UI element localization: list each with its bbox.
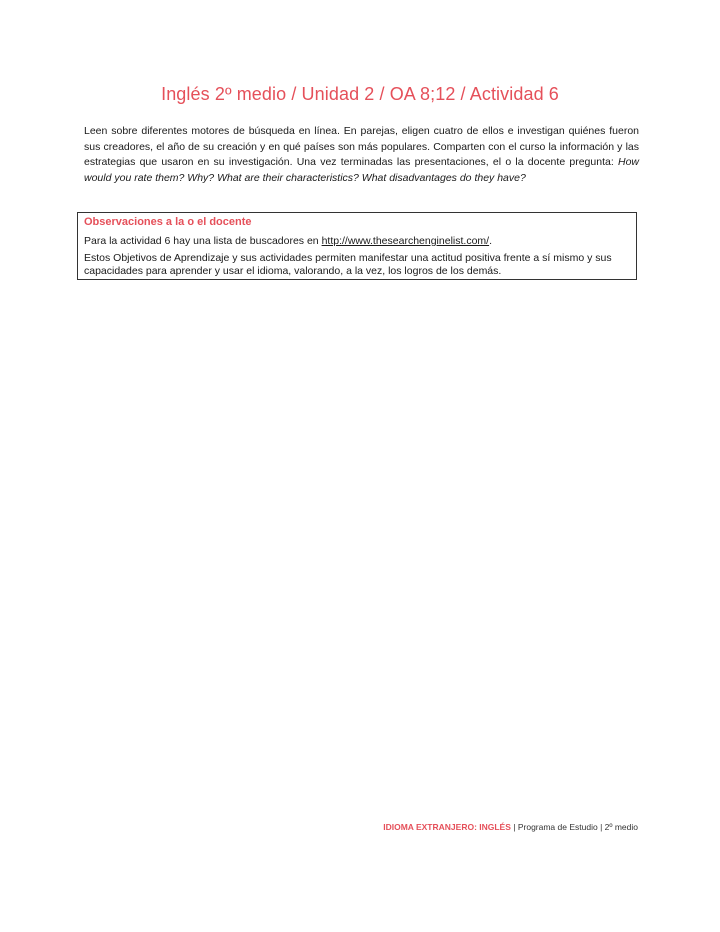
activity-text: Leen sobre diferentes motores de búsqueda en línea. En parejas, eligen cuatro de ellos e investigan quiénes fueron sus creadores, el año de su creación y en qué países son más populares. Comparten con el curso la información y las estrategias que usaron en su investigación. Una vez terminadas las presentaciones, el o la docente pregunta: — [84, 125, 639, 168]
search-engine-list-link[interactable]: http://www.thesearchenginelist.com/ — [321, 235, 490, 247]
footer-separator: | — [597, 822, 605, 832]
teacher-notes-paragraph-1 — [84, 235, 630, 248]
teacher-notes-box — [77, 212, 637, 280]
footer-program: Programa de Estudio — [517, 822, 598, 832]
teacher-notes-paragraph-2: Estos Objetivos de Aprendizaje y sus actividades permiten manifestar una actitud positiva frente a sí mismo y sus capacidades para aprender y usar el idioma, valorando, a la vez, los logros de los demás. — [84, 252, 612, 277]
page-footer — [383, 822, 638, 832]
activity-question: How would you rate them? Why? What are their characteristics? What disadvantages do they have? — [84, 156, 639, 184]
footer-subject: IDIOMA EXTRANJERO: INGLÉS — [383, 822, 511, 832]
notes-p1-end: . — [489, 235, 492, 247]
footer-separator: | — [510, 822, 518, 832]
notes-p1-text: Para la actividad 6 hay una lista de buscadores en — [84, 235, 322, 247]
page-title: Inglés 2º medio / Unidad 2 / OA 8;12 / Actividad 6 — [161, 84, 559, 104]
activity-description — [84, 124, 639, 186]
footer-grade: 2º medio — [604, 822, 638, 832]
teacher-notes-title: Observaciones a la o el docente — [84, 216, 252, 228]
